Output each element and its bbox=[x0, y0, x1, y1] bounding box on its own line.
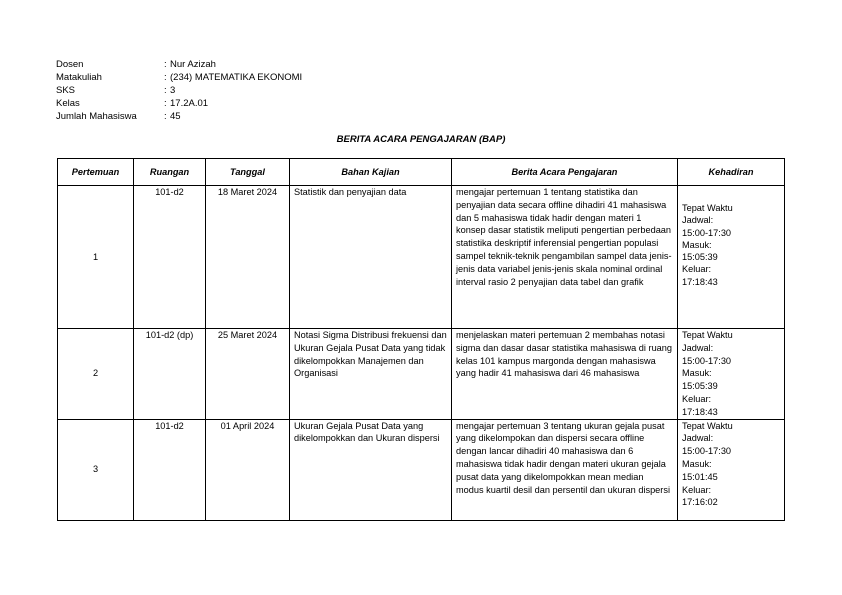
kehadiran-status: Tepat Waktu bbox=[682, 330, 733, 340]
cell-kehadiran bbox=[678, 186, 785, 329]
info-value: 17.2A.01 bbox=[170, 98, 209, 109]
table-header-row bbox=[58, 159, 785, 186]
info-label: SKS bbox=[56, 85, 76, 96]
cell-tanggal: 01 April 2024 bbox=[206, 419, 290, 520]
info-row-matakuliah bbox=[56, 71, 302, 84]
kehadiran-keluar-label: Keluar: bbox=[682, 264, 712, 275]
cell-pertemuan: 2 bbox=[58, 329, 134, 420]
info-value: 3 bbox=[170, 85, 176, 96]
info-value: (234) MATEMATIKA EKONOMI bbox=[170, 72, 303, 83]
table-row bbox=[58, 186, 785, 329]
cell-kehadiran bbox=[678, 419, 785, 520]
info-label: Jumlah Mahasiswa bbox=[56, 111, 137, 122]
header-tanggal: Tanggal bbox=[206, 159, 290, 186]
info-value: Nur Azizah bbox=[170, 59, 216, 70]
table-row bbox=[58, 419, 785, 520]
kehadiran-jadwal-label: Jadwal: bbox=[682, 342, 714, 353]
kehadiran-keluar-label: Keluar: bbox=[682, 393, 712, 404]
info-label: Kelas bbox=[56, 98, 80, 109]
kehadiran-status: Tepat Waktu bbox=[682, 203, 733, 213]
info-row-jumlah-mahasiswa bbox=[56, 110, 302, 123]
info-separator: : bbox=[164, 98, 167, 109]
cell-berita-acara: menjelaskan materi pertemuan 2 membahas notasi sigma dan dasar dasar statistika mahasiswa di ruang kelas 101 kampus margonda dengan mahasiswa yang hadir 41 mahasiswa dari 46 mahasiswa bbox=[452, 329, 678, 420]
info-label: Matakuliah bbox=[56, 72, 102, 83]
header-berita-acara: Berita Acara Pengajaran bbox=[452, 159, 678, 186]
header-kehadiran: Kehadiran bbox=[678, 159, 785, 186]
cell-ruangan: 101-d2 bbox=[134, 186, 206, 329]
cell-tanggal: 18 Maret 2024 bbox=[206, 186, 290, 329]
bap-table bbox=[57, 158, 785, 521]
info-separator: : bbox=[164, 59, 167, 70]
cell-bahan-kajian: Statistik dan penyajian data bbox=[290, 186, 452, 329]
kehadiran-keluar-label: Keluar: bbox=[682, 484, 712, 495]
info-value: 45 bbox=[170, 111, 181, 122]
info-separator: : bbox=[164, 111, 167, 122]
cell-berita-acara: mengajar pertemuan 3 tentang ukuran gejala pusat yang dikelompokan dan dispersi secara offline dengan lancar dihadiri 40 mahasiswa dan 6 mahasiswa tidak hadir dengan materi ukuran gejala pusat data yang dikelompokkan mean median modus kuartil desil dan persentil dan ukuran dispersi bbox=[452, 419, 678, 520]
course-info bbox=[56, 58, 302, 123]
header-ruangan: Ruangan bbox=[134, 159, 206, 186]
info-separator: : bbox=[164, 72, 167, 83]
kehadiran-jadwal: 15:00-17:30 bbox=[682, 227, 732, 238]
cell-berita-acara: mengajar pertemuan 1 tentang statistika dan penyajian data secara offline dihadiri 41 mahasiswa dan 5 mahasiswa tidak hadir dengan materi 1 konsep dasar statistik meliputi pengertian perbedaan statistika deskriptif inferensial pengertian populasi sampel teknik-teknik pengambilan sampel data jenis-jenis data variabel jenis-jenis skala nominal ordinal interval rasio 2 penyajian data tabel dan grafik bbox=[452, 186, 678, 329]
kehadiran-jadwal: 15:00-17:30 bbox=[682, 446, 732, 457]
kehadiran-jadwal: 15:00-17:30 bbox=[682, 355, 732, 366]
header-pertemuan: Pertemuan bbox=[58, 159, 134, 186]
kehadiran-status: Tepat Waktu bbox=[682, 420, 733, 431]
info-label: Dosen bbox=[56, 59, 84, 70]
kehadiran-masuk-label: Masuk: bbox=[682, 368, 712, 379]
cell-pertemuan: 1 bbox=[58, 186, 134, 329]
cell-ruangan: 101-d2 bbox=[134, 419, 206, 520]
cell-bahan-kajian: Ukuran Gejala Pusat Data yang dikelompokkan dan Ukuran dispersi bbox=[290, 419, 452, 520]
cell-bahan-kajian: Notasi Sigma Distribusi frekuensi dan Ukuran Gejala Pusat Data yang tidak dikelompokkan Manajemen dan Organisasi bbox=[290, 329, 452, 420]
kehadiran-keluar: 17:16:02 bbox=[682, 497, 718, 508]
header-bahan-kajian: Bahan Kajian bbox=[290, 159, 452, 186]
info-row-kelas bbox=[56, 97, 302, 110]
kehadiran-jadwal-label: Jadwal: bbox=[682, 433, 714, 444]
kehadiran-masuk: 15:05:39 bbox=[682, 252, 718, 263]
kehadiran-masuk-label: Masuk: bbox=[682, 458, 712, 469]
info-row-sks bbox=[56, 84, 302, 97]
kehadiran-jadwal-label: Jadwal: bbox=[682, 215, 714, 226]
cell-ruangan: 101-d2 (dp) bbox=[134, 329, 206, 420]
table-row bbox=[58, 329, 785, 420]
info-separator: : bbox=[164, 85, 167, 96]
info-row-dosen bbox=[56, 58, 302, 71]
cell-kehadiran bbox=[678, 329, 785, 420]
cell-tanggal: 25 Maret 2024 bbox=[206, 329, 290, 420]
kehadiran-keluar: 17:18:43 bbox=[682, 406, 718, 417]
cell-pertemuan: 3 bbox=[58, 419, 134, 520]
document-title: BERITA ACARA PENGAJARAN (BAP) bbox=[336, 134, 506, 145]
kehadiran-masuk-label: Masuk: bbox=[682, 239, 712, 250]
kehadiran-masuk: 15:01:45 bbox=[682, 471, 718, 482]
kehadiran-keluar: 17:18:43 bbox=[682, 276, 718, 287]
kehadiran-masuk: 15:05:39 bbox=[682, 381, 718, 392]
